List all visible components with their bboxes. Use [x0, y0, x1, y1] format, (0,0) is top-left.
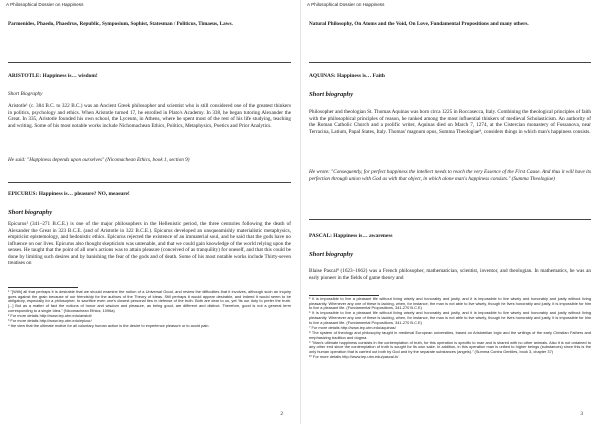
footnote-6: ⁶ It is impossible to live a pleasant life without living wisely and honorably and justly, and it is impossible to live wisely and honorably and justly without living pleasantly. Whenever any one of these is lacking, when, for instance, the man is not able to live wisely, though he lives honorably and justly, it is impossible for him to live a pleasant life. (Fundamental Propositions, 341-270 B.C.E) [309, 310, 591, 325]
epicurus-bio-subhead: Short biography [8, 209, 53, 216]
pascal-section-header: PASCAL: Happiness is… awareness [309, 233, 393, 239]
aquinas-bio-subhead: Short biography [309, 91, 354, 98]
left-footnotes [8, 290, 291, 329]
footnote-5: ⁵ It is impossible to live a pleasant life without living wisely and honorably and justly, and it is impossible to live wisely and honorably and justly without living pleasantly. Whenever any one of these is lacking, when, for instance, the man is not able to live wisely, though he lives honorably and justly, it is impossible for him to live a pleasant life. (Fundamental Propositions, 341-270 B.C.E) [309, 296, 591, 311]
page-number: 2 [280, 411, 283, 417]
footnote-2: ² For more details http://www.iep.utm.edu/aristotl [8, 312, 92, 318]
footnote-1: ¹ "[With] all that perhaps it is desirable that we should examine the notion of a Universal Good, and review the difficulties that it involves, although such an inquiry goes against the grain because of our friendship for the authors of the Theory of Ideas. Still perhaps it would appear desirable, and indeed it would seem to be obligatory, especially for a philosopher, to sacrifice even one's closest personal ties in defense of the truth. Both are dear to us, yet 'tis our duty to prefer the truth. [...] But as a matter of fact the notions of honor and wisdom and pleasure, as being good, are different and distinct. Therefore, good is not a general term corresponding to a single Idea." (Nicomachean Ethics, 1096a) [8, 289, 291, 313]
page-number: 3 [580, 411, 583, 417]
section-divider [8, 62, 291, 63]
aristotle-bio-label: Short Biography [8, 91, 43, 97]
aquinas-quote: He wrote: "Consequently, for perfect happiness the intellect needs to reach the very Essence of the First Cause. And thus it will have its perfection through union with God as with that object, in which alone man's happiness consists." (Summa Theologiae) [309, 169, 591, 182]
pascal-bio: Blaise Pascal⁸ (1623–1662) was a French philosopher, mathematician, scientist, inventor, and theologian. In mathematics, he was an early pioneer in the fields of game theory and [309, 268, 591, 281]
works-list-continuation: Parmenides, Phaedo, Phaedrus, Republic, Symposium, Sophist, Statesman / Politicus, Timaeus, Laws. [8, 21, 233, 27]
running-head-left: A Philosophical Dossier on Happiness [6, 2, 84, 7]
aquinas-section-header: AQUINAS: Happiness is… Faith [309, 73, 385, 79]
footnote-3: ³ For more details http://www.iep.utm.edu/epicur/ [8, 317, 92, 323]
pascal-bio-subhead: Short biography [309, 251, 354, 258]
section-divider [309, 219, 591, 220]
footnote-8: ⁸ The system of theology and philosophy taught in medieval European universities, based on Aristotelian logic and the writings of the early Christian Fathers and emphasizing tradition and dogma. [309, 329, 591, 340]
running-head-right: A Philosophical Dossier on Happiness [307, 2, 385, 7]
aristotle-bio: Aristotle¹ (c. 384 B.C. to 322 B.C.) was an Ancient Greek philosopher and scientist who is still considered one of the greatest thinkers in politics, psychology and ethics. When Aristotle turned 17, he enrolled in Plato's Academy. In 338, he began tutoring Alexander the Great. In 335, Aristotle founded his own school, the Lyceum, in Athens, where he spent most of the rest of his life studying, teaching and writing. Some of his most notable works include Nichomachean Ethics, Politics, Metaphysics, Poetics and Prior Analytics. [8, 103, 291, 129]
footnote-10: ¹⁰ For more details http://www.iep.utm.edu/pascal-b/ [309, 353, 399, 359]
footnote-9: ⁹ "Man's ultimate happiness consists in the contemplation of truth, for this operation is specific to man and is shared with no other animals. Also it is not ordained to any other end since the contemplation of truth is sought for its own sake. In addition, in this operation man is united to higher beings (substances) since this is the only human operation that is carried out both by God and by the separate substances (angels)." (Summa Contra Gentiles, book 3, chapter 37) [309, 339, 591, 354]
right-footnotes [309, 297, 591, 360]
aristotle-quote: He said: "Happiness depends upon ourselves" (Nicomachean Ethics, book 1, section 9) [8, 157, 190, 163]
section-divider [309, 62, 591, 63]
footnote-rule [8, 287, 78, 288]
footnote-7: ⁷ For more details http://www.iep.utm.edu/aquinas/ [309, 324, 396, 330]
epicurus-bio: Epicurus² (341–271 B.C.E.) is one of the major philosophers in the Hellenistic period, the three centuries following the death of Alexander the Great in 323 B.C.E. (and of Aristotle in 322 B.C.E.). Epicurus developed an unsqueamishly materialistic metaphysics, empiricist epistemology, and hedonistic ethics. Epicurus rejected the existence of an immaterial soul, and he said that the gods have no influence on our lives. Epicurus also thought skepticism was untenable, and that we could gain knowledge of the world relying upon the senses. He taught that the point of all one's actions was to attain pleasure (conceived of as tranquility) for oneself, and that this could be done by limiting such desires and by banishing the fear of the gods and of death. Some of his most notable works include Thirty-seven treatises on [8, 221, 291, 266]
aristotle-section-header: ARISTOTLE: Happiness is… wisdom! [8, 73, 98, 79]
works-list-continuation: Natural Philosophy, On Atoms and the Void, On Love, Fundamental Propositions and many others. [309, 21, 529, 27]
right-page [300, 0, 600, 424]
footnote-4: ⁴ the view that the ultimate motive for all voluntary human action is the desire to experience pleasure or to avoid pain. [8, 322, 210, 328]
aquinas-bio: Philosopher and theologian St. Thomas Aquinas was born circa 1225 in Roccasecca, Italy. Combining the theological principles of faith with the philosophical principles of reason, he ranked among the most influential thinkers of medieval Scholasticism. An authority of the Roman Catholic Church and a prolific writer, Aquinas died on March 7, 1274, at the Cistercian monastery of Fossanova, near Terracina, Latium, Papal States, Italy. Thomas' magnum opus, Summa Theologiae⁹, considers things in which man's happiness consists. [309, 109, 591, 135]
epicurus-section-header: EPICURUS: Happiness is… pleasure? NO, measure! [8, 191, 130, 197]
section-divider [8, 182, 291, 183]
